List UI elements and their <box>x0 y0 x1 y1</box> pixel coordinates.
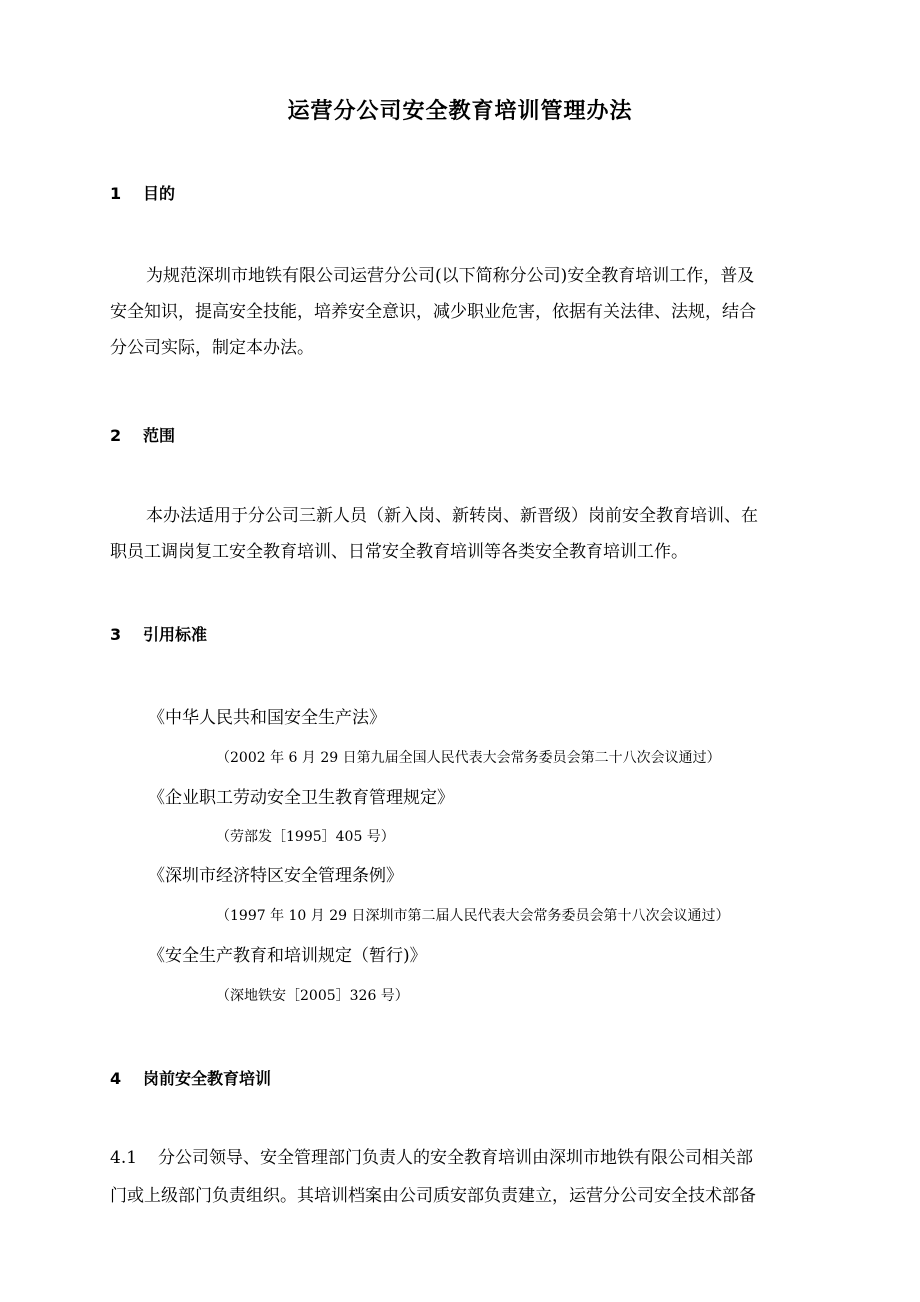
clause-line: 分公司领导、安全管理部门负责人的安全教育培训由深圳市地铁有限公司相关部 <box>158 1148 753 1168</box>
section-number: 1 <box>110 184 122 203</box>
section-heading-3 <box>110 624 207 646</box>
section-number: 3 <box>110 625 122 644</box>
section-number: 4 <box>110 1069 122 1088</box>
paragraph-line: 本办法适用于分公司三新人员（新入岗、新转岗、新晋级）岗前安全教育培训、在 <box>146 506 758 526</box>
section-title: 范围 <box>143 426 176 445</box>
reference-title: 《中华人民共和国安全生产法》 <box>148 708 386 728</box>
section-title: 目的 <box>143 184 176 203</box>
section-number: 2 <box>110 426 122 445</box>
section-heading-2 <box>110 425 175 447</box>
reference-title: 《安全生产教育和培训规定（暂行)》 <box>148 946 427 966</box>
document-title: 运营分公司安全教育培训管理办法 <box>287 99 633 124</box>
reference-note: （1997 年 10 月 29 日深圳市第二届人民代表大会常务委员会第十八次会议通过） <box>216 908 730 924</box>
reference-note: （劳部发［1995］405 号） <box>216 829 395 845</box>
reference-note: （2002 年 6 月 29 日第九届全国人民代表大会常务委员会第二十八次会议通过） <box>216 750 721 766</box>
section-heading-4 <box>110 1068 271 1090</box>
section-title: 岗前安全教育培训 <box>143 1069 272 1088</box>
paragraph-line: 职员工调岗复工安全教育培训、日常安全教育培训等各类安全教育培训工作。 <box>110 542 688 562</box>
section-heading-1 <box>110 183 175 205</box>
section-title: 引用标准 <box>143 625 208 644</box>
clause-line: 门或上级部门负责组织。其培训档案由公司质安部负责建立，运营分公司安全技术部备 <box>110 1186 756 1206</box>
clause-4-1 <box>110 1139 812 1215</box>
reference-title: 《企业职工劳动安全卫生教育管理规定》 <box>148 788 454 808</box>
paragraph-line: 为规范深圳市地铁有限公司运营分公司(以下简称分公司)安全教育培训工作，普及 <box>146 266 755 286</box>
paragraph-line: 分公司实际，制定本办法。 <box>110 338 314 358</box>
paragraph-line: 安全知识，提高安全技能，培养安全意识，减少职业危害，依据有关法律、法规，结合 <box>110 302 756 322</box>
reference-title: 《深圳市经济特区安全管理条例》 <box>148 866 403 886</box>
section-1-paragraph <box>110 258 812 366</box>
section-2-paragraph <box>110 498 812 570</box>
clause-number: 4.1 <box>110 1148 138 1168</box>
reference-note: （深地铁安［2005］326 号） <box>216 988 409 1004</box>
